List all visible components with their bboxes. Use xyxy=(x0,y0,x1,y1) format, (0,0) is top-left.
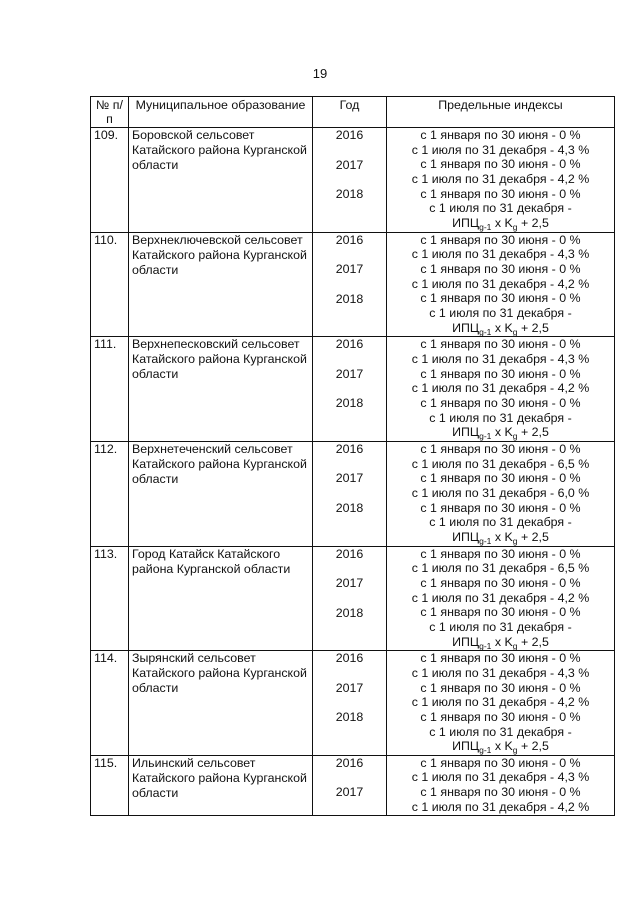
formula-subscript: g-1 xyxy=(479,536,492,546)
formula-part: ИПЦ xyxy=(452,530,480,544)
formula-part: x K xyxy=(491,739,513,754)
index-line: с 1 января по 30 июня - 0 % xyxy=(420,709,581,724)
year-cell xyxy=(313,755,387,815)
index-line: с 1 января по 30 июня - 0 % xyxy=(420,157,581,172)
index-line: с 1 июля по 31 декабря - 6,5 % xyxy=(411,561,590,576)
formula-part: + 2,5 xyxy=(517,634,549,649)
index-line: с 1 июля по 31 декабря - 4,3 % xyxy=(411,142,590,157)
index-line: с 1 июля по 31 декабря - 4,3 % xyxy=(411,665,590,680)
formula-part: + 2,5 xyxy=(517,739,549,754)
formula-part: + 2,5 xyxy=(517,216,549,231)
formula-part: x K xyxy=(491,425,513,440)
formula-subscript: g-1 xyxy=(479,745,492,756)
index-line: с 1 июля по 31 декабря - xyxy=(429,724,572,739)
indices-cell xyxy=(387,546,615,651)
table-body xyxy=(91,128,615,816)
formula-subscript: g xyxy=(512,536,518,546)
indices-cell xyxy=(387,128,615,233)
year-value: 2016 xyxy=(335,337,364,352)
table-row xyxy=(91,755,615,815)
formula-part: x K xyxy=(491,634,513,649)
index-line: с 1 января по 30 июня - 0 % xyxy=(420,291,581,306)
index-line: с 1 января по 30 июня - 0 % xyxy=(420,651,581,666)
index-line: с 1 января по 30 июня - 0 % xyxy=(420,232,581,247)
row-number: 112. xyxy=(91,441,129,546)
municipality-name: Верхнетеченский сельсовет Катайского района Курганской области xyxy=(129,441,313,546)
page-number: 19 xyxy=(312,66,328,81)
header-municipality: Муниципальное образование xyxy=(129,97,313,128)
year-value: 2017 xyxy=(335,157,364,172)
index-line: с 1 июля по 31 декабря - 4,2 % xyxy=(411,590,590,605)
municipality-name: Верхнепесковский сельсовет Катайского района Курганской области xyxy=(129,337,313,442)
municipality-name: Город Катайск Катайского района Курганской области xyxy=(129,546,313,651)
formula-subscript: g-1 xyxy=(479,640,492,651)
index-line: с 1 июля по 31 декабря - 4,2 % xyxy=(411,799,590,814)
formula-part: ИПЦ xyxy=(452,634,480,649)
formula-subscript: g xyxy=(512,222,518,233)
year-value: 2016 xyxy=(335,441,364,456)
index-line: с 1 июля по 31 декабря - xyxy=(429,410,572,425)
index-line: с 1 января по 30 июня - 0 % xyxy=(420,680,581,695)
index-line: с 1 июля по 31 декабря - 4,2 % xyxy=(411,276,590,291)
formula-subscript: g xyxy=(512,640,518,651)
formula-subscript: g-1 xyxy=(479,326,492,337)
formula-subscript: g-1 xyxy=(479,431,492,442)
index-formula xyxy=(390,425,611,441)
row-number: 115. xyxy=(91,755,129,815)
index-formula xyxy=(390,216,611,232)
year-value: 2016 xyxy=(335,232,364,247)
indices-cell xyxy=(387,441,615,546)
formula-part: x K xyxy=(491,530,513,544)
year-value: 2016 xyxy=(335,546,364,561)
index-formula xyxy=(390,739,611,755)
index-line: с 1 января по 30 июня - 0 % xyxy=(420,337,581,352)
indices-cell xyxy=(387,232,615,337)
year-value: 2016 xyxy=(335,651,364,666)
year-value: 2018 xyxy=(335,710,364,725)
row-number: 113. xyxy=(91,546,129,651)
index-line: с 1 января по 30 июня - 0 % xyxy=(420,366,581,381)
index-line: с 1 июля по 31 декабря - xyxy=(429,306,572,321)
year-cell xyxy=(313,441,387,546)
formula-subscript: g xyxy=(512,431,518,442)
index-formula xyxy=(390,530,611,546)
year-value: 2017 xyxy=(335,262,364,277)
year-value: 2017 xyxy=(335,785,364,800)
year-cell xyxy=(313,232,387,337)
index-line: с 1 января по 30 июня - 0 % xyxy=(420,186,581,201)
index-line: с 1 января по 30 июня - 0 % xyxy=(420,605,581,620)
table-row xyxy=(91,232,615,337)
indices-table xyxy=(90,96,615,816)
row-number: 109. xyxy=(91,128,129,233)
year-value: 2017 xyxy=(335,576,364,590)
index-formula xyxy=(390,635,611,651)
header-num: № п/п xyxy=(91,97,129,128)
index-line: с 1 июля по 31 декабря - 4,2 % xyxy=(411,381,590,396)
formula-part: + 2,5 xyxy=(517,425,549,440)
formula-subscript: g xyxy=(512,326,518,337)
year-cell xyxy=(313,337,387,442)
table-row xyxy=(91,337,615,442)
index-line: с 1 июля по 31 декабря - 4,3 % xyxy=(411,351,590,366)
formula-part: x K xyxy=(491,216,513,231)
index-line: с 1 января по 30 июня - 0 % xyxy=(420,785,581,800)
formula-part: ИПЦ xyxy=(452,425,480,440)
index-line: с 1 июля по 31 декабря - 4,2 % xyxy=(411,172,590,187)
formula-part: x K xyxy=(491,320,513,335)
indices-cell xyxy=(387,337,615,442)
index-line: с 1 января по 30 июня - 0 % xyxy=(420,500,581,515)
table-row xyxy=(91,128,615,233)
header-year: Год xyxy=(313,97,387,128)
formula-part: + 2,5 xyxy=(517,530,549,544)
municipality-name: Верхнеключевской сельсовет Катайского района Курганской области xyxy=(129,232,313,337)
index-line: с 1 июля по 31 декабря - 4,2 % xyxy=(411,695,590,710)
year-value: 2016 xyxy=(335,755,364,770)
index-line: с 1 января по 30 июня - 0 % xyxy=(420,396,581,410)
formula-part: + 2,5 xyxy=(517,320,549,335)
year-value: 2018 xyxy=(335,500,364,515)
index-line: с 1 июля по 31 декабря - 6,5 % xyxy=(411,456,590,471)
index-line: с 1 января по 30 июня - 0 % xyxy=(420,471,581,486)
table-row xyxy=(91,651,615,756)
formula-subscript: g-1 xyxy=(479,222,492,233)
index-line: с 1 января по 30 июня - 0 % xyxy=(420,441,581,456)
index-line: с 1 июля по 31 декабря - 4,3 % xyxy=(411,770,590,785)
row-number: 110. xyxy=(91,232,129,337)
index-line: с 1 января по 30 июня - 0 % xyxy=(420,755,581,770)
formula-part: ИПЦ xyxy=(452,216,480,231)
index-line: с 1 января по 30 июня - 0 % xyxy=(420,575,581,590)
year-cell xyxy=(313,128,387,233)
index-line: с 1 июля по 31 декабря - 4,3 % xyxy=(411,247,590,262)
year-cell xyxy=(313,651,387,756)
row-number: 114. xyxy=(91,651,129,756)
indices-cell xyxy=(387,651,615,756)
year-value: 2017 xyxy=(335,680,364,695)
header-indices: Предельные индексы xyxy=(387,97,615,128)
formula-part: ИПЦ xyxy=(452,739,480,754)
year-value: 2017 xyxy=(335,471,364,486)
header-row xyxy=(91,97,615,128)
formula-part: ИПЦ xyxy=(452,320,480,335)
table-row xyxy=(91,546,615,651)
index-line: с 1 июля по 31 декабря - 6,0 % xyxy=(411,485,590,500)
index-line: с 1 января по 30 июня - 0 % xyxy=(420,546,581,561)
municipality-name: Боровской сельсовет Катайского района Курганской области xyxy=(129,128,313,233)
year-value: 2018 xyxy=(335,291,364,306)
index-line: с 1 июля по 31 декабря - xyxy=(429,201,572,216)
index-formula xyxy=(390,321,611,337)
year-cell xyxy=(313,546,387,651)
index-line: с 1 июля по 31 декабря - xyxy=(429,619,572,634)
index-line: с 1 июля по 31 декабря - xyxy=(429,515,572,530)
year-value: 2018 xyxy=(335,605,364,620)
index-line: с 1 января по 30 июня - 0 % xyxy=(420,128,581,142)
table-row xyxy=(91,441,615,546)
index-line: с 1 января по 30 июня - 0 % xyxy=(420,262,581,276)
municipality-name: Ильинский сельсовет Катайского района Курганской области xyxy=(129,755,313,815)
year-value: 2018 xyxy=(335,396,364,411)
year-value: 2018 xyxy=(335,187,364,201)
formula-subscript: g xyxy=(512,745,518,756)
municipality-name: Зырянский сельсовет Катайского района Курганской области xyxy=(129,651,313,756)
year-value: 2016 xyxy=(335,128,364,142)
year-value: 2017 xyxy=(335,366,364,381)
row-number: 111. xyxy=(91,337,129,442)
indices-cell xyxy=(387,755,615,815)
